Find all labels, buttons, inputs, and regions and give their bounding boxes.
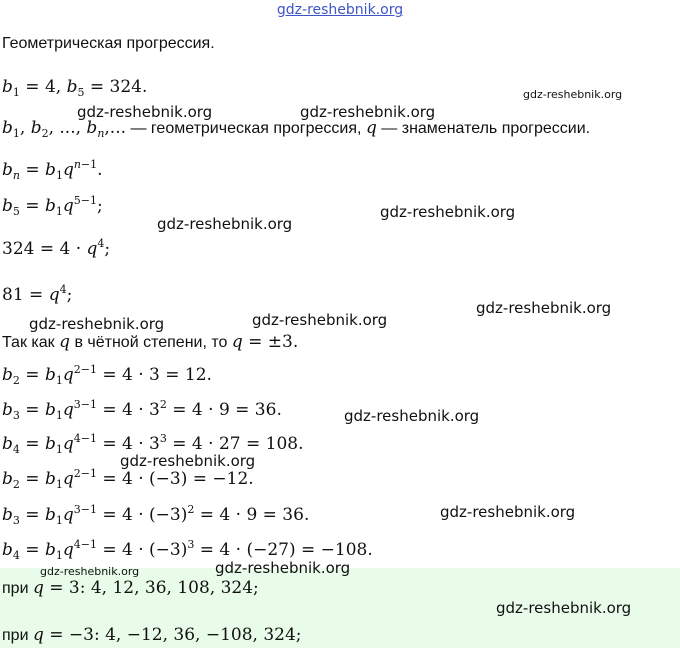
watermark: gdz-reshebnik.org	[476, 299, 612, 317]
neg-b3: $b_3 = b_1q^{3-1} = 4 \cdot (-3)^2 = 4 \cdot 9 = 36$.	[2, 503, 310, 527]
section-title: Геометрическая прогрессия.	[2, 35, 215, 52]
pos-b2: $b_2 = b_1q^{2-1} = 4 \cdot 3 = 12$.	[2, 363, 212, 387]
formula-general: $b_n = b_1q^{n-1}$.	[2, 158, 103, 182]
answer-positive: при q = 3: 4, 12, 36, 108, 324;	[2, 578, 259, 598]
watermark: gdz-reshebnik.org	[300, 103, 436, 121]
watermark: gdz-reshebnik.org	[523, 88, 623, 101]
watermark: gdz-reshebnik.org	[120, 452, 256, 470]
site-link[interactable]: gdz-reshebnik.org	[276, 2, 404, 18]
reasoning-mid: в чётной степени, то	[74, 334, 228, 351]
pos-b4: $b_4 = b_1q^{4-1} = 4 \cdot 3^3 = 4 \cdot 27 = 108$.	[2, 432, 304, 456]
reasoning-line: Так как q в чётной степени, то q = ±3.	[2, 332, 299, 352]
watermark: gdz-reshebnik.org	[157, 215, 293, 233]
watermark: gdz-reshebnik.org	[77, 103, 213, 121]
watermark: gdz-reshebnik.org	[215, 559, 351, 577]
watermark: gdz-reshebnik.org	[40, 565, 140, 578]
neg-b2: $b_2 = b_1q^{2-1} = 4 \cdot (-3) = -12$.	[2, 467, 254, 491]
definition-tail: — знаменатель прогрессии.	[381, 120, 591, 137]
definition-text: — геометрическая прогрессия,	[130, 120, 362, 137]
pos-b3: $b_3 = b_1q^{3-1} = 4 \cdot 3^2 = 4 \cdot 9 = 36$.	[2, 398, 282, 422]
step-81: $81 = q^4$;	[2, 283, 73, 305]
neg-b4: $b_4 = b_1q^{4-1} = 4 \cdot (-3)^3 = 4 \cdot (-27) = -108$.	[2, 538, 373, 562]
step-b5: $b_5 = b_1q^{5-1}$;	[2, 194, 103, 218]
answer-prefix: при	[2, 580, 29, 597]
answer-prefix: при	[2, 627, 29, 644]
watermark: gdz-reshebnik.org	[440, 503, 576, 521]
watermark: gdz-reshebnik.org	[29, 315, 165, 333]
answer-negative: при q = −3: 4, −12, 36, −108, 324;	[2, 625, 302, 645]
given-values: $b_1 = 4$, $b_5 = 324$.	[2, 77, 148, 99]
watermark: gdz-reshebnik.org	[496, 599, 632, 617]
reasoning-text: Так как	[2, 334, 55, 351]
watermark: gdz-reshebnik.org	[380, 203, 516, 221]
watermark: gdz-reshebnik.org	[344, 407, 480, 425]
step-324: $324 = 4 \cdot q^4$;	[2, 237, 111, 259]
definition-line: $b_1$, $b_2$, ..., $b_n$,... — геометрическая прогрессия, q — знаменатель прогрессии.	[2, 118, 591, 140]
watermark: gdz-reshebnik.org	[252, 311, 388, 329]
